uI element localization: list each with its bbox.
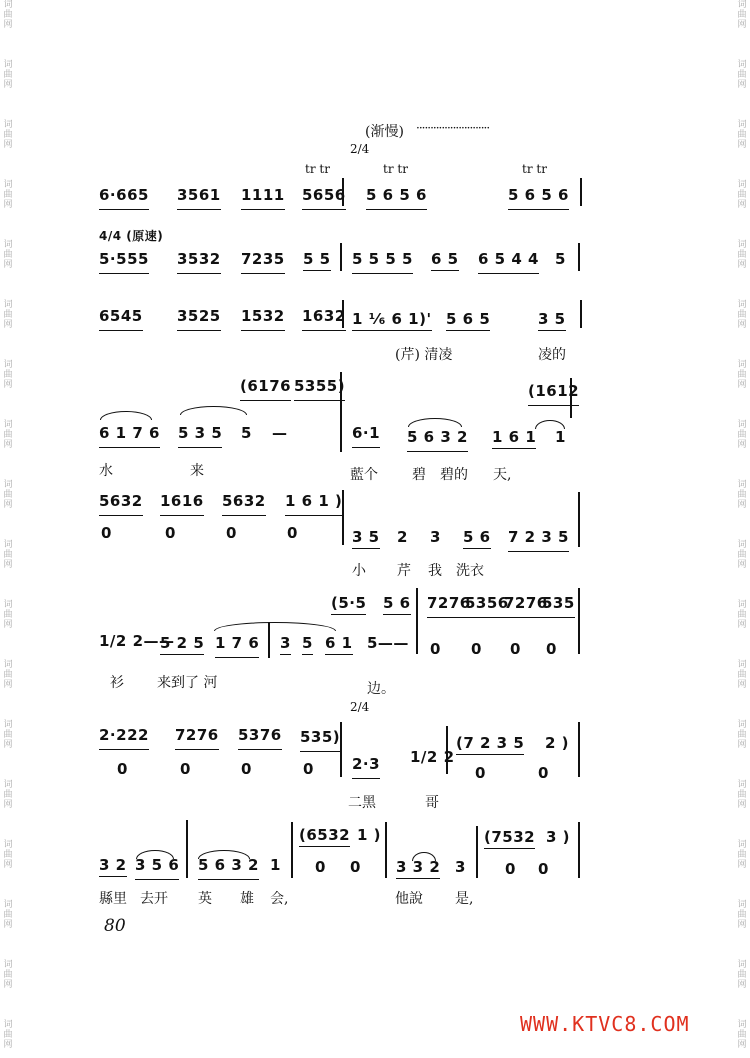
lyric: 去开 — [140, 891, 168, 907]
note-group: 7276 — [427, 594, 471, 612]
note: 1 — [270, 856, 281, 874]
note-group: (6532 — [299, 826, 351, 844]
note-group: 1532 — [241, 307, 285, 325]
lyric: 雄 — [240, 891, 254, 907]
note-group: 1 ) — [357, 826, 382, 844]
note-group: 2 ) — [545, 734, 570, 752]
rest: 0 — [101, 524, 112, 542]
bar-line — [342, 178, 344, 206]
note-group: 6·1 — [352, 424, 381, 442]
note: 3 — [430, 528, 441, 546]
bar-line — [340, 372, 342, 452]
note-group: 3 5 6 — [135, 856, 180, 874]
note-group: (1612 — [528, 382, 580, 400]
note-group: 7235 — [241, 250, 285, 268]
bar-line — [291, 822, 293, 878]
margin-watermark-glyph: 词 曲 网 — [3, 480, 13, 510]
margin-watermark-glyph: 词 曲 网 — [3, 960, 13, 990]
lyric: 会, — [270, 891, 289, 907]
trill-mark: tr tr — [305, 162, 330, 176]
margin-watermark-glyph: 词 曲 网 — [737, 240, 747, 270]
note-group: 3532 — [177, 250, 221, 268]
margin-watermark-glyph: 词 曲 网 — [3, 600, 13, 630]
bar-line — [578, 722, 580, 777]
margin-watermark-glyph: 词 曲 网 — [3, 720, 13, 750]
slur — [180, 406, 247, 415]
note-group: 5 6 — [383, 594, 411, 612]
site-watermark: WWW.KTVC8.COM — [520, 1012, 690, 1036]
note-group: 5632 — [99, 492, 143, 510]
rest: 0 — [471, 640, 482, 658]
margin-watermark-glyph: 词 曲 网 — [3, 60, 13, 90]
bar-line — [186, 820, 188, 878]
note-group: 5 6 5 6 — [366, 186, 427, 204]
rest: 0 — [538, 860, 549, 878]
slur — [408, 418, 462, 427]
note-group: 3 3 2 — [396, 858, 441, 876]
note-group: 5 — [302, 634, 313, 652]
note-group: 2·3 — [352, 755, 381, 773]
note-group: 3 2 — [99, 856, 127, 874]
note-group: 6 5 — [431, 250, 459, 268]
page-number: 80 — [104, 916, 126, 936]
rest: 0 — [430, 640, 441, 658]
margin-watermark-glyph: 词 曲 网 — [3, 240, 13, 270]
trill-mark: tr tr — [522, 162, 547, 176]
note-group: 1 6 1 — [492, 428, 537, 446]
rest: 0 — [287, 524, 298, 542]
tempo-dotted-line: ·························· — [416, 121, 490, 135]
rest: 0 — [505, 860, 516, 878]
bar-line — [268, 622, 270, 658]
rest: 0 — [538, 764, 549, 782]
lyric: 天, — [493, 467, 512, 483]
margin-watermark-glyph: 词 曲 网 — [3, 660, 13, 690]
margin-watermark-glyph: 词 曲 网 — [737, 540, 747, 570]
margin-watermark-glyph: 词 曲 网 — [3, 120, 13, 150]
note-group: 5 6 — [463, 528, 491, 546]
rest: 0 — [546, 640, 557, 658]
lyric: 芹 — [397, 563, 411, 579]
note-group: 6 1 7 6 — [99, 424, 160, 442]
note: 2 — [397, 528, 408, 546]
note-group: 2·222 — [99, 726, 149, 744]
note-group: 535 — [542, 594, 575, 612]
rest: 0 — [180, 760, 191, 778]
margin-watermark-glyph: 词 曲 网 — [3, 360, 13, 390]
note-group: 3 — [280, 634, 291, 652]
note-group: 5 6 5 6 — [508, 186, 569, 204]
note-group: 5 6 5 — [446, 310, 491, 328]
bar-line — [446, 726, 448, 774]
bar-line — [340, 722, 342, 777]
rest: 0 — [315, 858, 326, 876]
bar-line — [342, 490, 344, 545]
time-signature-2-4: 2/4 — [350, 700, 370, 714]
lyric: 凌的 — [538, 347, 566, 363]
bar-line — [476, 826, 478, 878]
slur — [100, 411, 152, 420]
bar-line — [342, 300, 344, 328]
trill-mark: tr tr — [383, 162, 408, 176]
lyric: 我 — [428, 563, 442, 579]
margin-watermark-glyph: 词 曲 网 — [3, 0, 13, 30]
lyric: 水 — [99, 463, 113, 479]
note-group: 535) — [300, 728, 341, 746]
lyric: 小 — [352, 563, 366, 579]
dash: — — [272, 424, 288, 442]
margin-watermark-glyph: 词 曲 网 — [737, 120, 747, 150]
note-group: 7276 — [175, 726, 219, 744]
margin-watermark-glyph: 词 曲 网 — [3, 780, 13, 810]
margin-watermark-glyph: 词 曲 网 — [3, 180, 13, 210]
lyric: 二黑 — [348, 795, 376, 811]
note-group: (5·5 — [331, 594, 367, 612]
rest: 0 — [117, 760, 128, 778]
note: 5 — [555, 250, 566, 268]
lyric: 哥 — [425, 795, 439, 811]
time-signature-2-4: 2/4 — [350, 142, 370, 156]
note-group: 5656 — [302, 186, 346, 204]
lyric: 英 — [198, 891, 212, 907]
rest: 0 — [165, 524, 176, 542]
bar-line — [578, 588, 580, 654]
note-group: (7532 — [484, 828, 536, 846]
bar-line — [570, 378, 572, 418]
rest: 0 — [241, 760, 252, 778]
note-group: 6545 — [99, 307, 143, 325]
note-group: 5376 — [238, 726, 282, 744]
margin-watermark-glyph: 词 曲 网 — [737, 600, 747, 630]
note-group: 5356 — [465, 594, 509, 612]
margin-watermark-glyph: 词 曲 网 — [737, 360, 747, 390]
margin-watermark-glyph: 词 曲 网 — [737, 780, 747, 810]
rest: 0 — [303, 760, 314, 778]
note-group: 5 3 5 — [178, 424, 223, 442]
margin-watermark-glyph: 词 曲 网 — [737, 960, 747, 990]
note-group: 6 5 4 4 — [478, 250, 539, 268]
lyric: 碧 — [412, 467, 426, 483]
note-group: 1 ¹⁄₆ 6 1)' — [352, 310, 432, 328]
margin-watermark-glyph: 词 曲 网 — [737, 60, 747, 90]
note-group: 1/2 2—— — [99, 632, 175, 650]
margin-watermark-glyph: 词 曲 网 — [3, 840, 13, 870]
tempo-marking: (渐慢) — [365, 124, 404, 140]
bar-line — [580, 178, 582, 206]
note-group: 5 5 5 5 — [352, 250, 413, 268]
bar-line — [578, 492, 580, 547]
bar-line — [385, 822, 387, 878]
note-group: 1111 — [241, 186, 285, 204]
lyric: 碧的 — [440, 467, 468, 483]
note-group: 3 ) — [546, 828, 571, 846]
note-group: (6176 — [240, 377, 292, 395]
rest: 0 — [510, 640, 521, 658]
margin-watermark-glyph: 词 曲 网 — [3, 1020, 13, 1050]
rest: 0 — [475, 764, 486, 782]
lyric: 衫 — [110, 675, 124, 691]
note-group: 3561 — [177, 186, 221, 204]
note-group: 5632 — [222, 492, 266, 510]
margin-watermark-glyph: 词 曲 网 — [737, 420, 747, 450]
note-group: 7 2 3 5 — [508, 528, 569, 546]
margin-watermark-glyph: 词 曲 网 — [737, 900, 747, 930]
lyric: 来 — [190, 463, 204, 479]
margin-watermark-glyph: 词 曲 网 — [737, 720, 747, 750]
time-signature-4-4: 4/4 (原速) — [99, 229, 164, 243]
bar-line — [416, 588, 418, 654]
lyric: 是, — [455, 891, 474, 907]
note: 5 — [241, 424, 252, 442]
margin-watermark-glyph: 词 曲 网 — [737, 300, 747, 330]
lyric: 他說 — [395, 891, 423, 907]
rest: 0 — [350, 858, 361, 876]
rest: 0 — [226, 524, 237, 542]
note-group: 7276 — [504, 594, 548, 612]
lyric: 边。 — [367, 681, 395, 697]
note-group: 5—— — [367, 634, 409, 652]
note-group: 5 5 — [303, 250, 331, 268]
note: 1 — [555, 428, 566, 446]
note-group: 3 5 — [538, 310, 566, 328]
note-group: 5·555 — [99, 250, 149, 268]
margin-watermark-glyph: 词 曲 网 — [737, 840, 747, 870]
bar-line — [578, 243, 580, 271]
note-group: 5355) — [294, 377, 346, 395]
margin-watermark-glyph: 词 曲 网 — [737, 1020, 747, 1050]
note-group: 6·665 — [99, 186, 149, 204]
margin-watermark-glyph: 词 曲 网 — [3, 540, 13, 570]
note-group: 1 7 6 — [215, 634, 260, 652]
lyric: 来到了 河 — [157, 675, 218, 691]
lyric: 藍个 — [350, 467, 378, 483]
margin-watermark-glyph: 词 曲 网 — [3, 420, 13, 450]
note-group: 1 6 1 ) — [285, 492, 343, 510]
note-group: 6 1 — [325, 634, 353, 652]
note-group: 5 6 3 2 — [198, 856, 259, 874]
note-group: 5 2 5 — [160, 634, 205, 652]
margin-watermark-glyph: 词 曲 网 — [737, 180, 747, 210]
slur — [214, 622, 336, 631]
lyric: 縣里 — [99, 891, 127, 907]
margin-watermark-glyph: 词 曲 网 — [737, 0, 747, 30]
bar-line — [340, 243, 342, 271]
bar-line — [578, 822, 580, 878]
note-group: 1632 — [302, 307, 346, 325]
margin-watermark-glyph: 词 曲 网 — [3, 300, 13, 330]
note-group: 3525 — [177, 307, 221, 325]
note-group: 1/2 2 — [410, 748, 455, 766]
lyric: (芹) 清凌 — [395, 347, 453, 363]
note-group: (7 2 3 5 — [456, 734, 525, 752]
note-group: 1616 — [160, 492, 204, 510]
margin-watermark-glyph: 词 曲 网 — [3, 900, 13, 930]
lyric: 洗衣 — [456, 563, 484, 579]
note: 3 — [455, 858, 466, 876]
margin-watermark-glyph: 词 曲 网 — [737, 660, 747, 690]
margin-watermark-glyph: 词 曲 网 — [737, 480, 747, 510]
note-group: 3 5 — [352, 528, 380, 546]
bar-line — [580, 300, 582, 328]
note-group: 5 6 3 2 — [407, 428, 468, 446]
